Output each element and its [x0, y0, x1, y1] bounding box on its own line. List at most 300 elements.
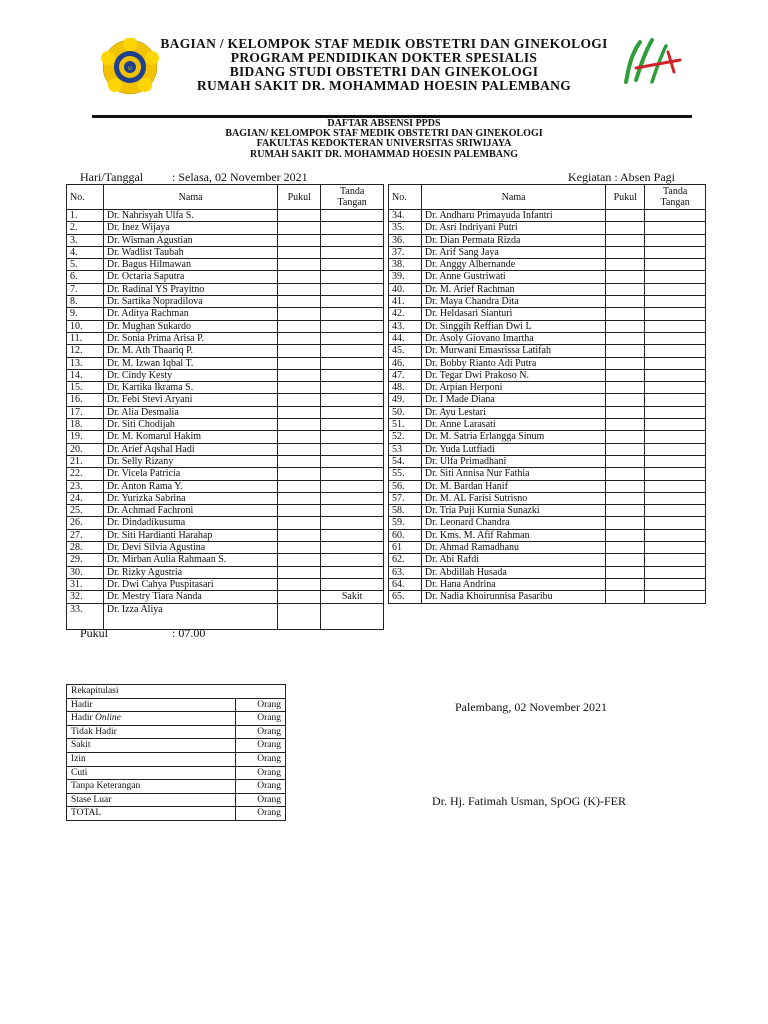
row-signature [645, 320, 706, 332]
table-row [67, 210, 384, 222]
row-number: 62. [389, 554, 422, 566]
row-signature [321, 394, 384, 406]
row-number: 9. [67, 308, 104, 320]
row-time [606, 320, 645, 332]
row-number: 28. [67, 542, 104, 554]
table-row [389, 271, 706, 283]
row-name: Dr. M. Ath Thaariq P. [103, 345, 278, 357]
row-signature [321, 332, 384, 344]
row-time [606, 234, 645, 246]
row-time [278, 283, 321, 295]
row-name: Dr. Siti Chodijah [103, 419, 278, 431]
row-number: 39. [389, 271, 422, 283]
row-number: 58. [389, 505, 422, 517]
row-signature [645, 492, 706, 504]
row-time [278, 210, 321, 222]
row-signature [645, 591, 706, 603]
row-signature [321, 554, 384, 566]
row-number: 32. [67, 591, 104, 603]
row-time [278, 308, 321, 320]
row-time [606, 357, 645, 369]
row-time [278, 443, 321, 455]
row-signature [645, 505, 706, 517]
row-signature [321, 259, 384, 271]
row-name: Dr. Radinal YS Prayitno [103, 283, 278, 295]
table-row [389, 419, 706, 431]
row-number: 50. [389, 406, 422, 418]
row-number: 34. [389, 210, 422, 222]
row-number: 18. [67, 419, 104, 431]
row-time [606, 406, 645, 418]
row-signature [321, 517, 384, 529]
row-number: 51. [389, 419, 422, 431]
table-row [67, 259, 384, 271]
row-number: 64. [389, 578, 422, 590]
table-row [67, 283, 384, 295]
signature-place-date: Palembang, 02 November 2021 [455, 700, 607, 714]
table-row [67, 271, 384, 283]
row-signature [321, 603, 384, 629]
row-number: 29. [67, 554, 104, 566]
col-header-no: No. [389, 185, 422, 210]
row-time [278, 468, 321, 480]
attendance-table-left [66, 184, 384, 630]
row-number: 49. [389, 394, 422, 406]
row-number: 8. [67, 296, 104, 308]
row-time [606, 542, 645, 554]
col-header-pukul: Pukul [278, 185, 321, 210]
row-time [606, 480, 645, 492]
table-row [389, 357, 706, 369]
row-name: Dr. I Made Diana [421, 394, 605, 406]
row-number: 48. [389, 382, 422, 394]
row-name: Dr. Inez Wijaya [103, 222, 278, 234]
row-number: 45. [389, 345, 422, 357]
row-number: 30. [67, 566, 104, 578]
table-row [67, 529, 384, 541]
rekap-row [67, 752, 286, 766]
row-time [606, 246, 645, 258]
row-signature [321, 455, 384, 467]
table-row [67, 468, 384, 480]
table-row [389, 443, 706, 455]
row-name: Dr. Murwani Emasrissa Latifah [421, 345, 605, 357]
row-name: Dr. M. Komarul Hakim [103, 431, 278, 443]
table-row [67, 357, 384, 369]
row-name: Dr. Anne Gustriwati [421, 271, 605, 283]
row-signature [321, 357, 384, 369]
row-name: Dr. Anggy Albernande [421, 259, 605, 271]
row-name: Dr. Rizky Agustria [103, 566, 278, 578]
row-time [278, 542, 321, 554]
row-signature [645, 542, 706, 554]
row-name: Dr. Ahmad Ramadhanu [421, 542, 605, 554]
row-time [606, 443, 645, 455]
row-name: Dr. Abdillah Husada [421, 566, 605, 578]
row-number: 26. [67, 517, 104, 529]
table-row [67, 566, 384, 578]
rekap-unit: Orang [236, 780, 286, 794]
row-signature [645, 259, 706, 271]
row-time [278, 419, 321, 431]
row-name: Dr. M. Arief Rachman [421, 283, 605, 295]
row-name: Dr. Dindadikusuma [103, 517, 278, 529]
row-number: 6. [67, 271, 104, 283]
row-name: Dr. Asoly Giovano Imartha [421, 332, 605, 344]
row-signature [645, 296, 706, 308]
row-name: Dr. Bobby Rianto Adi Putra [421, 357, 605, 369]
rekap-unit: Orang [236, 752, 286, 766]
row-name: Dr. Yuda Lutfiadi [421, 443, 605, 455]
row-signature [645, 431, 706, 443]
row-number: 1. [67, 210, 104, 222]
row-number: 60. [389, 529, 422, 541]
row-name: Dr. Anton Rama Y. [103, 480, 278, 492]
row-time [606, 296, 645, 308]
row-name: Dr. Kartika Ikrama S. [103, 382, 278, 394]
row-signature [645, 382, 706, 394]
row-signature [645, 480, 706, 492]
table-row [67, 492, 384, 504]
row-signature [645, 578, 706, 590]
subheader-line-3: FAKULTAS KEDOKTERAN UNIVERSITAS SRIWIJAYA [256, 138, 512, 149]
row-time [278, 296, 321, 308]
row-signature [321, 369, 384, 381]
table-row [67, 419, 384, 431]
rekap-unit: Orang [236, 698, 286, 712]
row-time [278, 394, 321, 406]
row-time [606, 468, 645, 480]
row-name: Dr. M. Bardan Hanif [421, 480, 605, 492]
row-signature [645, 369, 706, 381]
table-row [67, 578, 384, 590]
row-name: Dr. Alia Desmalia [103, 406, 278, 418]
row-time [278, 591, 321, 603]
row-name: Dr. Hana Andrina [421, 578, 605, 590]
row-name: Dr. Arpian Herponi [421, 382, 605, 394]
row-name: Dr. Arief Aqshal Hadi [103, 443, 278, 455]
date-label: Hari/Tanggal [80, 170, 144, 184]
row-name: Dr. Dwi Cahya Puspitasari [103, 578, 278, 590]
row-number: 23. [67, 480, 104, 492]
rekap-row [67, 698, 286, 712]
row-signature [321, 492, 384, 504]
rekap-label: Hadir Online [67, 712, 236, 726]
row-signature [321, 296, 384, 308]
row-name: Dr. Octaria Saputra [103, 271, 278, 283]
table-row [67, 296, 384, 308]
row-time [278, 345, 321, 357]
row-time [278, 578, 321, 590]
table-row [67, 480, 384, 492]
row-time [606, 222, 645, 234]
row-time [278, 246, 321, 258]
row-signature [321, 542, 384, 554]
row-number: 61 [389, 542, 422, 554]
rekap-label: Izin [67, 752, 236, 766]
row-name: Dr. M. Satria Erlangga Sinum [421, 431, 605, 443]
row-time [278, 455, 321, 467]
row-number: 44. [389, 332, 422, 344]
row-name: Dr. Abi Rafdi [421, 554, 605, 566]
table-row [67, 406, 384, 418]
row-number: 33. [67, 603, 104, 629]
row-number: 5. [67, 259, 104, 271]
row-signature [645, 332, 706, 344]
table-row [389, 369, 706, 381]
table-row [67, 308, 384, 320]
table-row [389, 480, 706, 492]
row-time [606, 529, 645, 541]
table-row [67, 222, 384, 234]
table-row [67, 382, 384, 394]
row-signature [321, 345, 384, 357]
row-signature [321, 320, 384, 332]
table-row [389, 455, 706, 467]
svg-text:U: U [128, 66, 132, 72]
row-signature [645, 222, 706, 234]
table-row [389, 542, 706, 554]
row-signature [645, 566, 706, 578]
table-row [389, 234, 706, 246]
rekap-label: Stase Luar [67, 793, 236, 807]
row-number: 40. [389, 283, 422, 295]
row-signature [321, 468, 384, 480]
row-number: 56. [389, 480, 422, 492]
rekap-label: Tidak Hadir [67, 725, 236, 739]
row-name: Dr. Kms. M. Afif Rahman [421, 529, 605, 541]
rekap-row [67, 793, 286, 807]
signature-name: Dr. Hj. Fatimah Usman, SpOG (K)-FER [432, 794, 626, 808]
row-number: 35. [389, 222, 422, 234]
row-signature [321, 222, 384, 234]
table-row [389, 529, 706, 541]
row-time [278, 271, 321, 283]
table-row [389, 308, 706, 320]
row-name: Dr. Selly Rizany [103, 455, 278, 467]
table-row [67, 431, 384, 443]
row-time [606, 492, 645, 504]
row-name: Dr. Heldasari Sianturi [421, 308, 605, 320]
row-time [606, 394, 645, 406]
row-number: 13. [67, 357, 104, 369]
row-time [278, 517, 321, 529]
table-row [67, 591, 384, 603]
table-row [389, 468, 706, 480]
row-signature [645, 234, 706, 246]
time-label: Pukul [80, 626, 109, 640]
row-signature [645, 345, 706, 357]
table-row [67, 554, 384, 566]
row-name: Dr. Cindy Kesty [103, 369, 278, 381]
row-name: Dr. Dian Permata Rizda [421, 234, 605, 246]
table-row [67, 603, 384, 629]
row-number: 43. [389, 320, 422, 332]
row-number: 47. [389, 369, 422, 381]
subheader-line-2: BAGIAN/ KELOMPOK STAF MEDIK OBSTETRI DAN GINEKOLOGI [225, 128, 543, 139]
rekap-label: Tanpa Keterangan [67, 780, 236, 794]
rekap-label-online: Online [95, 713, 121, 724]
row-name: Dr. Mirban Aulia Rahmaan S. [103, 554, 278, 566]
row-time [278, 431, 321, 443]
row-name: Dr. Asri Indriyani Putri [421, 222, 605, 234]
table-row [389, 578, 706, 590]
row-signature [645, 394, 706, 406]
rekap-label: TOTAL [67, 807, 236, 821]
rekap-unit: Orang [236, 793, 286, 807]
row-name: Dr. Sartika Nopradilova [103, 296, 278, 308]
rekap-label: Hadir [67, 698, 236, 712]
rekap-row [67, 807, 286, 821]
attendance-table-right [388, 184, 706, 604]
row-number: 36. [389, 234, 422, 246]
row-name: Dr. Wadlist Taubah [103, 246, 278, 258]
row-number: 15. [67, 382, 104, 394]
col-header-tanda: Tanda Tangan [321, 185, 384, 210]
row-signature [645, 308, 706, 320]
row-signature [321, 234, 384, 246]
row-time [278, 259, 321, 271]
row-signature [321, 566, 384, 578]
row-name: Dr. M. AL Farisi Sutrisno [421, 492, 605, 504]
row-name: Dr. Sonia Prima Arisa P. [103, 332, 278, 344]
rekap-unit: Orang [236, 739, 286, 753]
row-time [606, 505, 645, 517]
table-row [389, 296, 706, 308]
table-row [389, 210, 706, 222]
row-signature [645, 283, 706, 295]
row-name: Dr. Ulfa Primadhani [421, 455, 605, 467]
table-row [67, 369, 384, 381]
row-signature [321, 271, 384, 283]
row-number: 19. [67, 431, 104, 443]
table-row [389, 431, 706, 443]
row-signature [645, 468, 706, 480]
row-name: Dr. Febi Stevi Aryani [103, 394, 278, 406]
row-time [278, 603, 321, 629]
table-row [67, 246, 384, 258]
row-signature [321, 431, 384, 443]
row-name: Dr. Devi Silvia Agustina [103, 542, 278, 554]
row-time [606, 419, 645, 431]
row-name: Dr. Siti Annisa Nur Fathia [421, 468, 605, 480]
table-row [389, 222, 706, 234]
row-number: 11. [67, 332, 104, 344]
row-time [278, 529, 321, 541]
row-name: Dr. Singgih Reffian Dwi L [421, 320, 605, 332]
row-signature [645, 419, 706, 431]
row-signature [321, 308, 384, 320]
row-number: 21. [67, 455, 104, 467]
row-name: Dr. Leonard Chandra [421, 517, 605, 529]
col-header-nama: Nama [103, 185, 278, 210]
row-name: Dr. Wisman Agustian [103, 234, 278, 246]
row-time [278, 320, 321, 332]
table-row [67, 455, 384, 467]
row-name: Dr. Siti Hardianti Harahap [103, 529, 278, 541]
row-time [278, 492, 321, 504]
row-name: Dr. Mestry Tiara Nanda [103, 591, 278, 603]
rekap-row [67, 712, 286, 726]
row-signature [321, 480, 384, 492]
header-line-3: BIDANG STUDI OBSTETRI DAN GINEKOLOGI [229, 64, 539, 79]
row-signature [321, 419, 384, 431]
row-signature [645, 210, 706, 222]
table-row [389, 259, 706, 271]
table-row [67, 443, 384, 455]
rekap-table [66, 684, 286, 821]
row-time [278, 406, 321, 418]
row-name: Dr. Arif Sang Jaya [421, 246, 605, 258]
row-time [606, 369, 645, 381]
row-signature [645, 517, 706, 529]
row-time [278, 222, 321, 234]
row-time [606, 382, 645, 394]
row-time [278, 480, 321, 492]
activity-label: Kegiatan : Absen Pagi [568, 170, 675, 184]
rekap-unit: Orang [236, 712, 286, 726]
row-number: 25. [67, 505, 104, 517]
rekap-row [67, 766, 286, 780]
row-number: 52. [389, 431, 422, 443]
table-row [67, 234, 384, 246]
row-signature [645, 271, 706, 283]
row-number: 12. [67, 345, 104, 357]
row-time [278, 566, 321, 578]
row-signature [645, 406, 706, 418]
row-time [278, 369, 321, 381]
table-row [389, 283, 706, 295]
row-name: Dr. M. Izwan Iqbal T. [103, 357, 278, 369]
row-number: 42. [389, 308, 422, 320]
row-time [606, 554, 645, 566]
table-row [67, 345, 384, 357]
row-signature [321, 382, 384, 394]
row-time [278, 505, 321, 517]
col-header-no: No. [67, 185, 104, 210]
row-name: Dr. Aditya Rachman [103, 308, 278, 320]
row-number: 27. [67, 529, 104, 541]
rekap-title: Rekapitulasi [67, 685, 286, 699]
table-row [389, 505, 706, 517]
row-number: 57. [389, 492, 422, 504]
row-time [606, 210, 645, 222]
row-number: 46. [389, 357, 422, 369]
row-number: 59. [389, 517, 422, 529]
row-number: 63. [389, 566, 422, 578]
row-signature [645, 443, 706, 455]
col-header-nama: Nama [421, 185, 605, 210]
row-number: 31. [67, 578, 104, 590]
row-number: 22. [67, 468, 104, 480]
rekap-unit: Orang [236, 766, 286, 780]
table-row [389, 246, 706, 258]
row-time [606, 431, 645, 443]
row-time [606, 566, 645, 578]
row-name: Dr. Mughan Sukardo [103, 320, 278, 332]
row-number: 54. [389, 455, 422, 467]
col-header-tanda: Tanda Tangan [645, 185, 706, 210]
row-time [606, 591, 645, 603]
table-row [389, 345, 706, 357]
row-signature [645, 455, 706, 467]
rekap-unit: Orang [236, 807, 286, 821]
row-name: Dr. Nadia Khoirunnisa Pasaribu [421, 591, 605, 603]
table-row [389, 382, 706, 394]
row-name: Dr. Nahrisyah Ulfa S. [103, 210, 278, 222]
row-number: 10. [67, 320, 104, 332]
row-name: Dr. Tria Puji Kurnia Sunazki [421, 505, 605, 517]
